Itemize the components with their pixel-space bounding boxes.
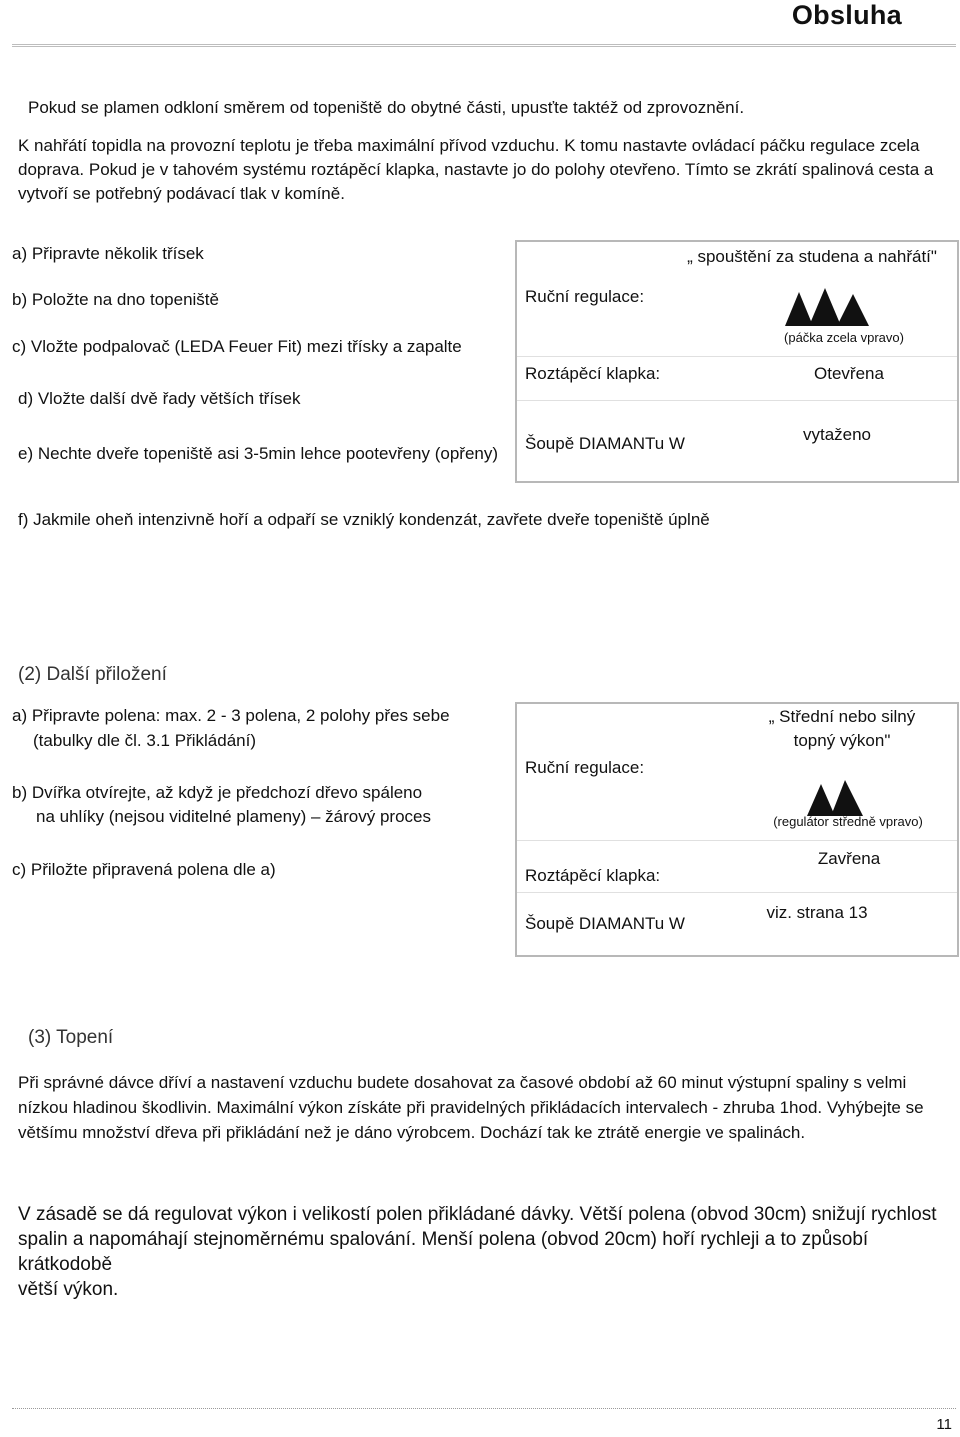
intro-line: vytvoří se potřebný podávací tlak v komíně. (18, 184, 345, 203)
damper-label: Roztápěcí klapka: (525, 364, 661, 383)
row-divider (517, 892, 957, 893)
heating-paragraph-1 (18, 1070, 924, 1145)
step-a: a) Připravte několik třísek (12, 244, 204, 263)
mode-title: „ spouštění za studena a nahřátí" (687, 247, 937, 266)
paragraph-line: spalin a napomáhají stejnoměrnému spalování. Menší polena (obvod 20cm) hoří rychleji a to způsobí krátkodobě (18, 1229, 869, 1275)
section-2-heading: (2) Další přiložení (18, 664, 167, 685)
step-f: f) Jakmile oheň intenzivně hoří a odpaří se vzniklý kondenzát, zavřete dveře topeniště úplně (18, 510, 710, 529)
manual-regulation-label: Ruční regulace: (525, 758, 645, 777)
header-divider (12, 44, 956, 47)
step-2b-detail: na uhlíky (nejsou viditelné plameny) – žárový proces (36, 807, 431, 826)
slider-value: viz. strana 13 (766, 903, 868, 922)
flame-icon (785, 288, 869, 326)
step-2a-detail: (tabulky dle čl. 3.1 Přikládání) (33, 731, 256, 750)
manual-regulation-note: (regulátor středně vpravo) (773, 814, 923, 829)
step-c: c) Vložte podpalovač (LEDA Feuer Fit) mezi třísky a zapalte (12, 337, 462, 356)
intro-paragraph-1: Pokud se plamen odkloní směrem od topeniště do obytné části, upusťte taktéž od zprovoznění. (28, 98, 745, 117)
section-3-heading: (3) Topení (28, 1027, 114, 1048)
flame-icon (807, 778, 863, 816)
page-number: 11 (936, 1416, 952, 1433)
step-e: e) Nechte dveře topeniště asi 3-5min lehce pootevřeny (opřeny) (18, 444, 499, 463)
step-b: b) Položte na dno topeniště (12, 290, 219, 309)
step-2b: b) Dvířka otvírejte, až když je předchozí dřevo spáleno (12, 783, 423, 802)
slider-label: Šoupě DIAMANTu W (525, 434, 685, 453)
row-divider (517, 400, 957, 401)
mode-title-line-2: topný výkon" (793, 731, 891, 750)
row-divider (517, 356, 957, 357)
damper-value: Otevřena (814, 364, 884, 383)
slider-value: vytaženo (802, 425, 872, 444)
damper-label: Roztápěcí klapka: (525, 866, 661, 885)
step-2c: c) Přiložte připravená polena dle a) (12, 860, 276, 879)
settings-box-cold-start (515, 240, 959, 483)
page-title: Obsluha (791, 0, 902, 30)
paragraph-line: většímu množství dřeva při přikládání než je dáno výrobcem. Dochází tak ke ztrátě energie ve spalinách. (18, 1123, 806, 1142)
damper-value: Zavřena (817, 849, 881, 868)
row-divider (517, 840, 957, 841)
settings-box-normal-heating (515, 702, 959, 957)
intro-paragraph-2 (18, 134, 933, 206)
paragraph-line: nízkou hladinou škodlivin. Maximální výkon získáte při pravidelných přikládacích intervalech - zhruba 1hod. Vyhýbejte se (18, 1098, 924, 1117)
footer-divider (12, 1408, 956, 1409)
mode-title-line-1: „ Střední nebo silný (768, 707, 916, 726)
intro-line: K nahřátí topidla na provozní teplotu je třeba maximální přívod vzduchu. K tomu nastavte ovládací páčku regulace zcela (18, 136, 920, 155)
step-2a: a) Připravte polena: max. 2 - 3 polena, 2 polohy přes sebe (12, 706, 450, 725)
manual-regulation-note: (páčka zcela vpravo) (784, 330, 904, 345)
intro-line: doprava. Pokud je v tahovém systému roztápěcí klapka, nastavte jo do polohy otevřeno. Tímto se zkrátí spalinová cesta a (18, 160, 934, 179)
paragraph-line: Při správné dávce dříví a nastavení vzduchu budete dosahovat za časové období až 60 minut výstupní spaliny s velmi (18, 1073, 907, 1092)
manual-regulation-label: Ruční regulace: (525, 287, 645, 306)
heating-paragraph-2 (18, 1202, 960, 1302)
paragraph-line: větší výkon. (18, 1279, 119, 1300)
slider-label: Šoupě DIAMANTu W (525, 914, 685, 933)
paragraph-line: V zásadě se dá regulovat výkon i velikostí polen přikládané dávky. Větší polena (obvod 30cm) snižují rychlost (18, 1204, 937, 1225)
step-d: d) Vložte další dvě řady větších třísek (18, 389, 301, 408)
